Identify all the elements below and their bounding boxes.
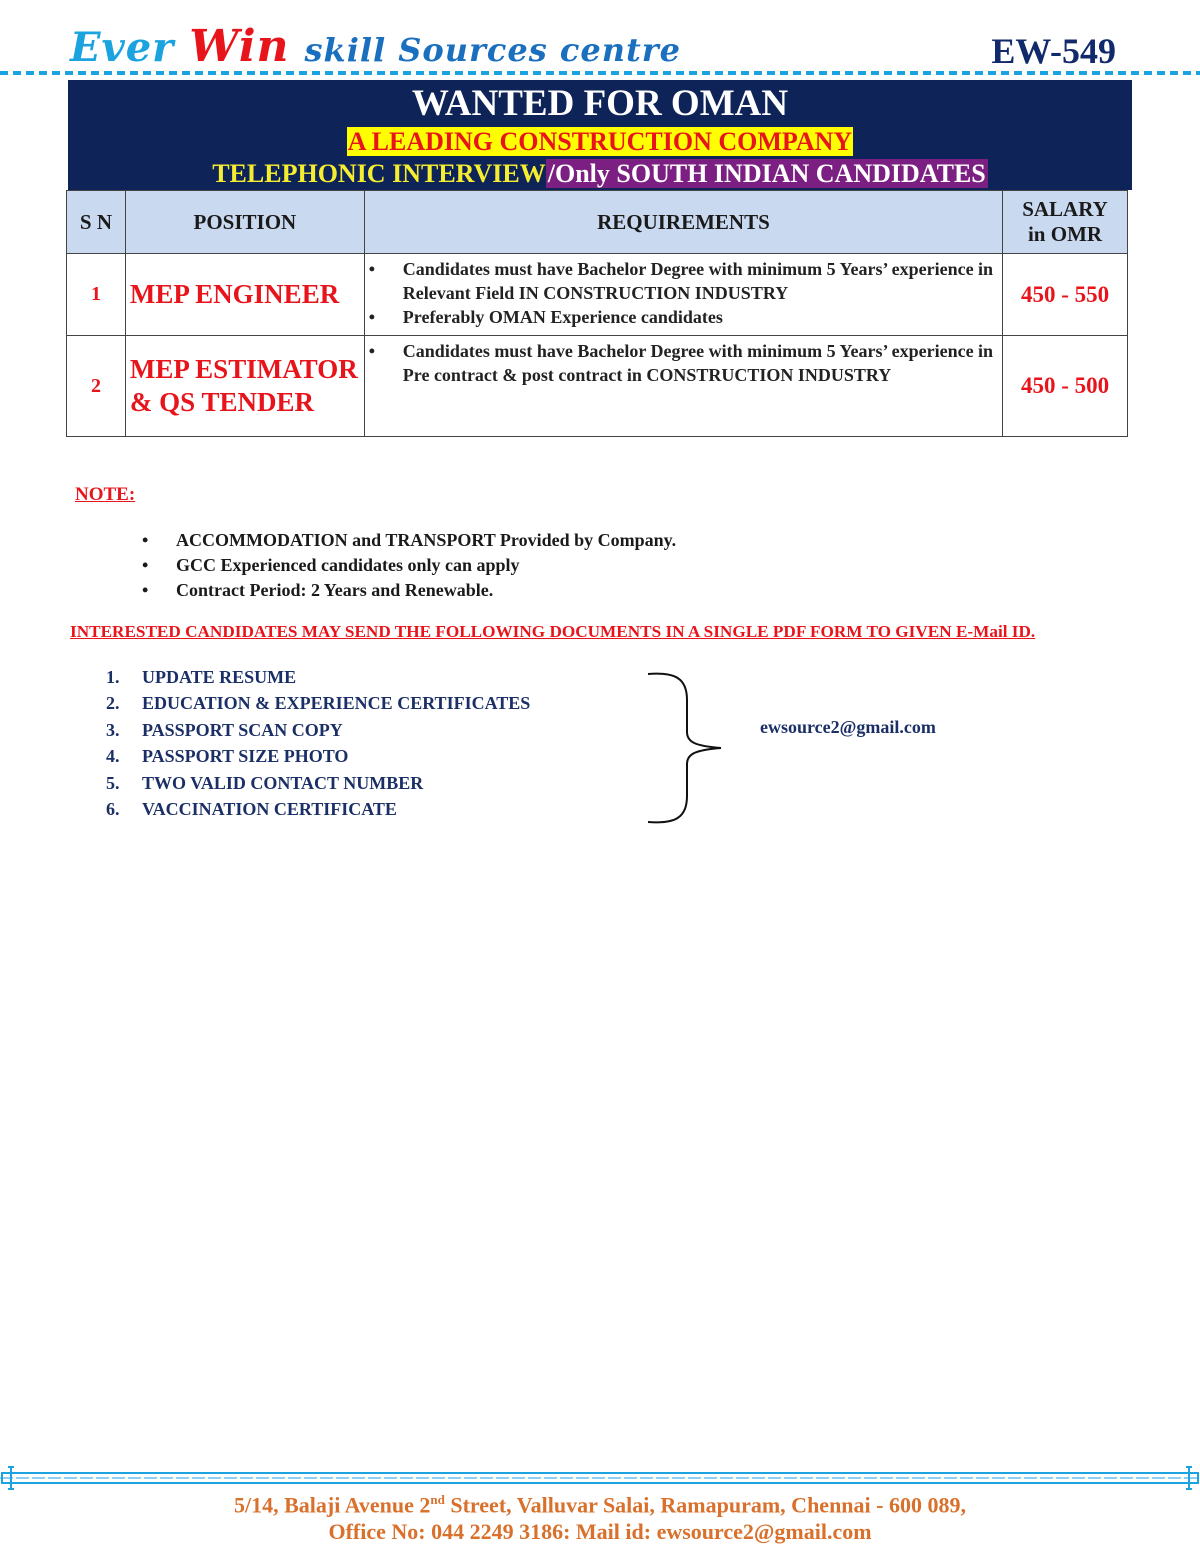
header-requirements: REQUIREMENTS xyxy=(364,191,1002,254)
interview-type: TELEPHONIC INTERVIEW xyxy=(212,159,546,188)
document-item xyxy=(106,796,530,822)
row-sn: 2 xyxy=(67,336,126,437)
row-salary: 450 - 500 xyxy=(1003,336,1128,437)
row-sn: 1 xyxy=(67,254,126,336)
banner-title: WANTED FOR OMAN xyxy=(411,83,789,124)
note-item: • GCC Experienced candidates only can apply xyxy=(176,553,676,578)
decorative-dash-line xyxy=(0,68,1200,78)
note-item: • Contract Period: 2 Years and Renewable. xyxy=(176,578,676,603)
document-number: 2. xyxy=(106,693,120,714)
document-number: 5. xyxy=(106,772,120,793)
footer-address-block xyxy=(0,1486,1200,1545)
address-start: 5/14, Balaji Avenue 2 xyxy=(234,1492,431,1518)
address-end: Street, Valluvar Salai, Ramapuram, Chennai - 600 089, xyxy=(444,1492,966,1518)
document-label: UPDATE RESUME xyxy=(142,667,297,687)
requirement-item: • Candidates must have Bachelor Degree with minimum 5 Years’ experience in Relevant Field IN CONSTRUCTION INDUSTRY xyxy=(403,257,1002,305)
document-label: PASSPORT SCAN COPY xyxy=(142,719,343,740)
document-label: TWO VALID CONTACT NUMBER xyxy=(142,772,424,793)
address-superscript: nd xyxy=(430,1492,445,1507)
document-number: 4. xyxy=(106,746,120,767)
document-label: EDUCATION & EXPERIENCE CERTIFICATES xyxy=(142,693,531,714)
row-position: MEP ENGINEER xyxy=(125,254,364,336)
document-item xyxy=(106,664,530,690)
document-item xyxy=(106,770,530,796)
reference-code: EW-549 xyxy=(991,31,1116,71)
document-number: 6. xyxy=(106,799,120,820)
application-instruction: INTERESTED CANDIDATES MAY SEND THE FOLLOWING DOCUMENTS IN A SINGLE PDF FORM TO GIVEN E-Mail ID. xyxy=(70,622,1036,641)
document-label: PASSPORT SIZE PHOTO xyxy=(142,746,349,767)
table-header-row xyxy=(67,191,1128,254)
jobs-table xyxy=(66,190,1128,437)
salary-label: SALARY xyxy=(1022,197,1108,221)
document-item xyxy=(106,717,530,743)
row-position xyxy=(125,336,364,437)
banner-subtitle xyxy=(0,127,1200,157)
footer-address xyxy=(0,1486,1200,1518)
requirement-item: • Candidates must have Bachelor Degree with minimum 5 Years’ experience in Pre contract & post contract in CONSTRUCTION INDUSTRY xyxy=(403,339,1002,387)
requirement-item: • Preferably OMAN Experience candidates xyxy=(403,305,1002,329)
header-position: POSITION xyxy=(125,191,364,254)
document-number: 3. xyxy=(106,719,120,740)
documents-list xyxy=(106,664,530,822)
row-requirements xyxy=(364,254,1002,336)
header-salary xyxy=(1003,191,1128,254)
row-requirements xyxy=(364,336,1002,437)
note-item: • ACCOMMODATION and TRANSPORT Provided by Company. xyxy=(176,528,676,553)
application-email[interactable]: ewsource2@gmail.com xyxy=(760,717,936,737)
note-heading: NOTE: xyxy=(75,484,136,505)
company-highlight: A LEADING CONSTRUCTION COMPANY xyxy=(347,127,853,156)
logo-ever: Ever xyxy=(70,24,175,71)
document-number: 1. xyxy=(106,667,120,687)
footer-contact: Office No: 044 2249 3186: Mail id: ewsource2@gmail.com xyxy=(328,1519,872,1545)
document-item xyxy=(106,743,530,769)
document-label: VACCINATION CERTIFICATE xyxy=(142,799,397,820)
candidate-restriction: /Only SOUTH INDIAN CANDIDATES xyxy=(547,159,986,188)
table-row xyxy=(67,254,1128,336)
logo-win: Win xyxy=(189,21,290,72)
salary-unit: in OMR xyxy=(1027,222,1103,246)
notes-list xyxy=(176,528,676,603)
curly-brace-icon xyxy=(645,670,725,826)
position-line: & QS TENDER xyxy=(129,387,314,417)
document-item xyxy=(106,690,530,716)
position-line: MEP ESTIMATOR xyxy=(129,354,358,384)
header-sn: S N xyxy=(67,191,126,254)
row-salary: 450 - 550 xyxy=(1003,254,1128,336)
banner-interview-line xyxy=(0,159,1200,189)
logo-rest: skill Sources centre xyxy=(304,31,681,69)
table-row xyxy=(67,336,1128,437)
